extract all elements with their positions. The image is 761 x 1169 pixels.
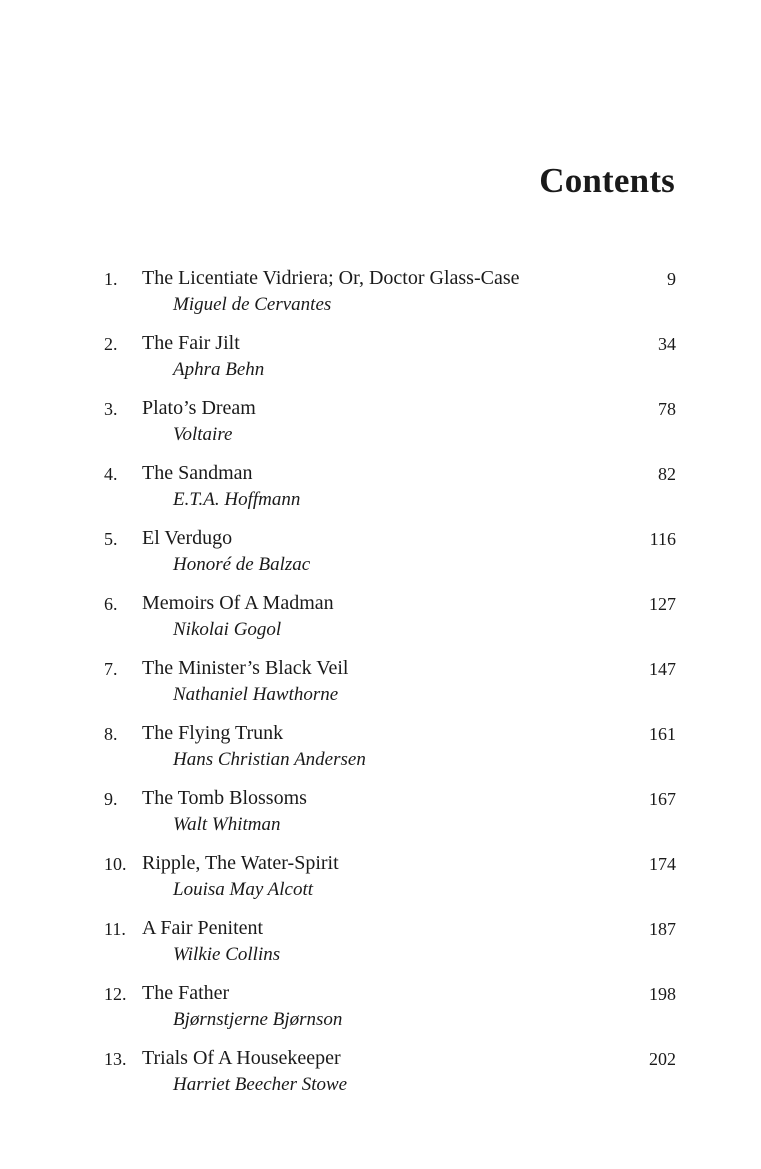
entry-number: 2. [104, 334, 118, 354]
entry-author: Nathaniel Hawthorne [173, 684, 339, 705]
entry-page-number: 187 [649, 919, 676, 939]
entry-page-number: 78 [658, 399, 676, 419]
entry-author: Bjørnstjerne Bjørnson [173, 1009, 343, 1030]
toc-entry [104, 524, 676, 589]
page-title: Contents [539, 161, 675, 200]
entry-author: Wilkie Collins [173, 944, 281, 965]
entry-number: 10. [104, 854, 127, 874]
entry-number: 6. [104, 594, 118, 614]
entry-title: The Minister’s Black Veil [142, 657, 349, 679]
entry-page-number: 161 [649, 724, 676, 744]
toc-entry [104, 719, 676, 784]
entry-title: The Sandman [142, 462, 253, 484]
entry-title: The Flying Trunk [142, 722, 284, 744]
toc-entry [104, 654, 676, 719]
entry-number: 3. [104, 399, 118, 419]
entry-title: Trials Of A Housekeeper [142, 1047, 341, 1069]
entry-number: 9. [104, 789, 118, 809]
entry-author: Voltaire [173, 424, 233, 445]
entry-author: Nikolai Gogol [173, 619, 282, 640]
table-of-contents [104, 264, 676, 1109]
entry-number: 11. [104, 919, 126, 939]
entry-number: 13. [104, 1049, 127, 1069]
entry-number: 12. [104, 984, 127, 1004]
entry-number: 8. [104, 724, 118, 744]
entry-author: Hans Christian Andersen [173, 749, 366, 770]
toc-entry [104, 589, 676, 654]
entry-title: The Father [142, 982, 230, 1004]
entry-page-number: 147 [649, 659, 676, 679]
entry-title: The Tomb Blossoms [142, 787, 307, 809]
entry-author: Walt Whitman [173, 814, 281, 835]
toc-entry [104, 784, 676, 849]
entry-page-number: 202 [649, 1049, 676, 1069]
entry-number: 4. [104, 464, 118, 484]
entry-author: Harriet Beecher Stowe [173, 1074, 348, 1095]
toc-entry [104, 1044, 676, 1109]
entry-author: E.T.A. Hoffmann [173, 489, 301, 510]
toc-entry [104, 979, 676, 1044]
entry-page-number: 174 [649, 854, 676, 874]
entry-number: 1. [104, 269, 118, 289]
entry-author: Honoré de Balzac [173, 554, 311, 575]
toc-entry [104, 914, 676, 979]
entry-number: 5. [104, 529, 118, 549]
entry-author: Louisa May Alcott [173, 879, 314, 900]
entry-page-number: 82 [658, 464, 676, 484]
entry-title: Plato’s Dream [142, 397, 256, 419]
entry-title: Memoirs Of A Madman [142, 592, 334, 614]
entry-author: Aphra Behn [173, 359, 265, 380]
toc-entry [104, 849, 676, 914]
toc-entry [104, 394, 676, 459]
entry-title: A Fair Penitent [142, 917, 264, 939]
entry-page-number: 167 [649, 789, 676, 809]
entry-page-number: 9 [667, 269, 676, 289]
entry-page-number: 198 [649, 984, 676, 1004]
entry-number: 7. [104, 659, 118, 679]
entry-title: Ripple, The Water-Spirit [142, 852, 339, 874]
entry-title: The Fair Jilt [142, 332, 240, 354]
entry-title: El Verdugo [142, 527, 233, 549]
entry-page-number: 116 [649, 529, 676, 549]
entry-author: Miguel de Cervantes [173, 294, 332, 315]
toc-entry [104, 264, 676, 329]
entry-page-number: 34 [658, 334, 676, 354]
toc-entry [104, 329, 676, 394]
toc-entry [104, 459, 676, 524]
entry-title: The Licentiate Vidriera; Or, Doctor Glass-Case [142, 267, 520, 289]
entry-page-number: 127 [649, 594, 676, 614]
